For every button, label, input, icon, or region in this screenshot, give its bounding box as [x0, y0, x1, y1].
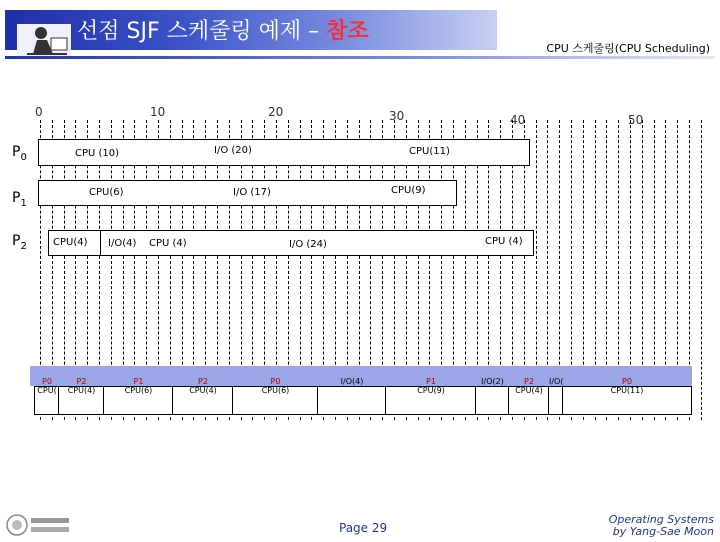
gantt-slot-label: [563, 377, 691, 395]
gantt-slot-burst: CPU(4): [67, 386, 96, 395]
section-subtitle: CPU 스케줄링(CPU Scheduling): [546, 42, 710, 55]
gantt-slot: [103, 377, 174, 415]
university-logo: [5, 512, 71, 538]
tick-0: 0: [35, 105, 43, 119]
process-label-p1: $P_1$: [12, 190, 27, 209]
p2-cpu-segment-3: CPU (4): [485, 236, 523, 247]
tick-20: 20: [268, 105, 284, 119]
page-number: Page 29: [339, 521, 388, 535]
gantt-slot: [58, 377, 105, 415]
tick-50: 50: [628, 113, 644, 127]
p2-io-segment-2: I/O (24): [289, 239, 327, 250]
slide-title: 선점 SJF 스케줄링 예제 – 참조: [77, 19, 369, 44]
gantt-slot-burst: CPU(4): [515, 386, 543, 395]
p1-cpu-final-segment: CPU(9): [391, 185, 426, 196]
title-bar: [5, 10, 497, 50]
gantt-slot: [385, 377, 477, 415]
p0-bar: [38, 139, 530, 166]
gantt-slot: [232, 377, 319, 415]
gantt-slot-burst: I/O(2): [481, 377, 504, 386]
gantt-slot-process: P2: [198, 377, 208, 386]
process-label-p2: $P_2$: [12, 233, 27, 252]
grid-line: [701, 120, 702, 420]
gantt-slot-label: [233, 377, 318, 395]
presenter-icon: [17, 24, 71, 58]
p1-cpu-segment: CPU(6): [89, 187, 124, 198]
p0-cpu-segment: CPU (10): [75, 148, 120, 159]
p2-cpu-segment-1: CPU(4): [53, 237, 88, 248]
gantt-slot-label: [386, 377, 476, 395]
gantt-slot-burst: CPU(11): [610, 386, 644, 395]
gantt-slot-label: [476, 377, 509, 386]
gantt-slot-process: P1: [426, 377, 436, 386]
p1-bar: [38, 180, 457, 206]
process-label-p0: $P_0$: [12, 144, 27, 163]
tick-40: 40: [510, 113, 526, 127]
gantt-slot-burst: I/O(4): [340, 377, 364, 386]
p2-cpu-segment-2: CPU (4): [149, 238, 187, 249]
p2-io-segment-1: I/O(4): [108, 238, 137, 249]
p0-cpu-final-segment: CPU(11): [409, 146, 450, 157]
gantt-slot-burst: I/O(: [549, 377, 564, 386]
p2-bar-rest: [100, 230, 534, 256]
gantt-slot-process: P1: [133, 377, 144, 386]
gantt-slot-burst: CPU(6): [124, 386, 153, 395]
gantt-slot-burst: CPU(6): [261, 386, 290, 395]
gantt-slot: [562, 377, 692, 415]
p1-io-segment: I/O (17): [233, 187, 271, 198]
p0-io-segment: I/O (20): [214, 145, 252, 156]
gantt-slot: [172, 377, 234, 415]
course-signature: [609, 514, 714, 538]
course-author: by Yang-Sae Moon: [612, 525, 714, 538]
gantt-slot: [475, 377, 510, 415]
gantt-slot: [34, 377, 60, 415]
tick-10: 10: [150, 105, 166, 119]
gantt-slot-label: [35, 377, 59, 395]
gantt-slot-process: P0: [622, 377, 632, 386]
gantt-slot: [317, 377, 387, 415]
course-name: Operating Systems: [608, 513, 714, 526]
gantt-slot-process: P2: [76, 377, 87, 386]
gantt-slot-burst: CPU(9): [417, 386, 445, 395]
gantt-slot-label: [509, 377, 549, 395]
gantt-slot-label: [549, 377, 563, 386]
gantt-slot-label: [59, 377, 104, 395]
gantt-slot-process: P0: [42, 377, 52, 386]
gantt-slot-label: [318, 377, 386, 386]
title-divider: [5, 56, 715, 59]
gantt-slot-label: [104, 377, 173, 395]
gantt-slot-process: P0: [270, 377, 281, 386]
gantt-slot-process: P2: [524, 377, 534, 386]
slide-title-accent: 참조: [326, 19, 369, 44]
gantt-slot-burst: CPU(4): [189, 386, 217, 395]
p2-bar-cpu1: [48, 230, 102, 256]
gantt-slot-label: [173, 377, 233, 395]
tick-30: 30: [389, 109, 405, 123]
gantt-slot: [508, 377, 550, 415]
gantt-slot-burst: CPU(: [37, 386, 57, 395]
